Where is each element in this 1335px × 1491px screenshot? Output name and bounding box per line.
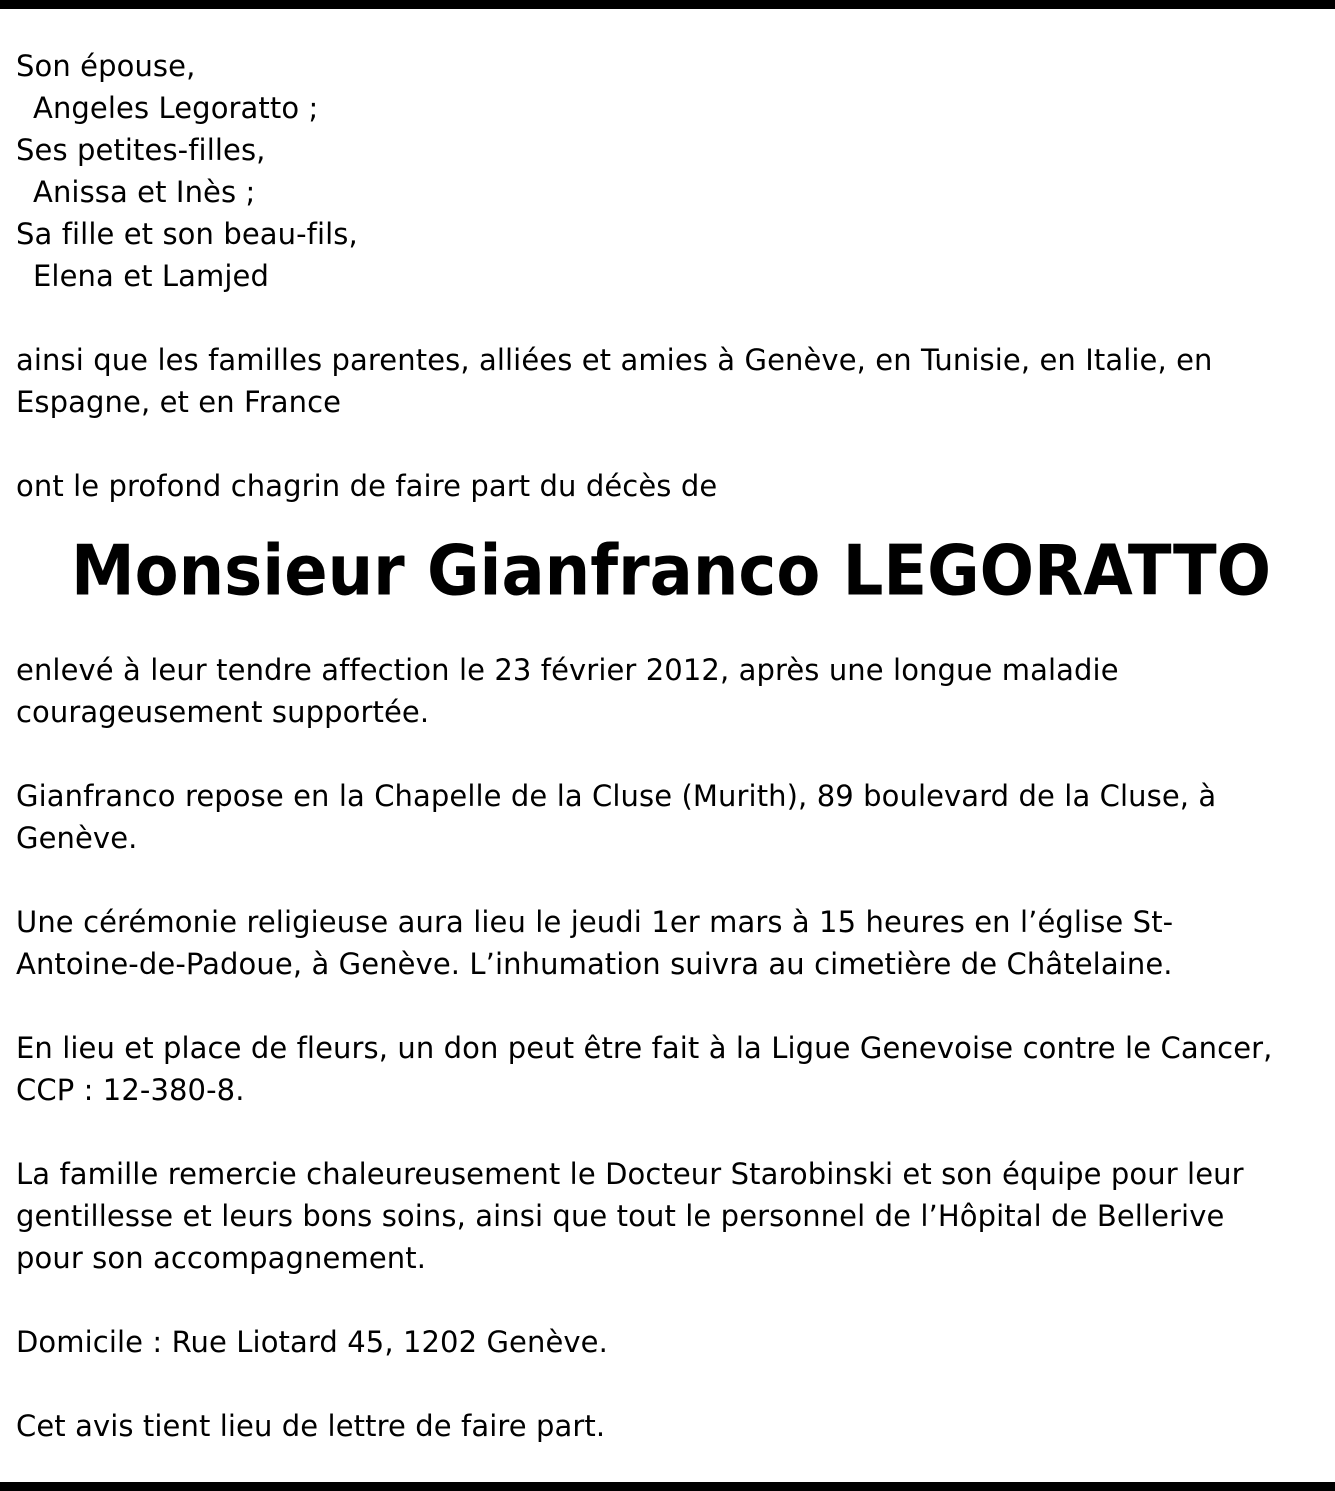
family-names: Angeles Legoratto ;: [33, 91, 319, 125]
paragraph-line: Gianfranco repose en la Chapelle de la Cluse (Murith), 89 boulevard de la Cluse, à: [16, 779, 1217, 813]
family-relation: Son épouse,: [16, 49, 196, 83]
paragraph-thanks: [16, 1153, 1326, 1279]
family-list: [16, 45, 1326, 297]
paragraph-line: gentillesse et leurs bons soins, ainsi que tout le personnel de l’Hôpital de Bellerive: [16, 1199, 1225, 1233]
paragraph-ceremony: [16, 901, 1326, 985]
relatives-line: ainsi que les familles parentes, alliées et amies à Genève, en Tunisie, en Italie, en: [16, 343, 1213, 377]
family-names: Anissa et Inès ;: [33, 175, 256, 209]
top-rule: [0, 0, 1335, 9]
paragraph-resting-place: [16, 775, 1326, 859]
paragraph-line: enlevé à leur tendre affection le 23 février 2012, après une longue maladie: [16, 653, 1119, 687]
obituary-notice: [16, 45, 1326, 1447]
deceased-name: Monsieur Gianfranco LEGORATTO: [70, 532, 1272, 612]
paragraph-line: Une cérémonie religieuse aura lieu le jeudi 1er mars à 15 heures en l’église St-: [16, 905, 1174, 939]
bottom-rule: [0, 1482, 1335, 1491]
paragraph-line: Cet avis tient lieu de lettre de faire part.: [16, 1409, 606, 1443]
announcement-text: ont le profond chagrin de faire part du décès de: [16, 469, 718, 503]
family-names: Elena et Lamjed: [33, 259, 270, 293]
relatives-line: Espagne, et en France: [16, 385, 342, 419]
paragraph-line: Domicile : Rue Liotard 45, 1202 Genève.: [16, 1325, 608, 1359]
family-relation: Ses petites-filles,: [16, 133, 266, 167]
paragraph-line: pour son accompagnement.: [16, 1241, 427, 1275]
paragraph-line: courageusement supportée.: [16, 695, 430, 729]
paragraph-line: CCP : 12-380-8.: [16, 1073, 245, 1107]
paragraph-closing: [16, 1405, 1326, 1447]
paragraph-death-details: [16, 649, 1326, 733]
paragraph-line: Genève.: [16, 821, 138, 855]
family-relation: Sa fille et son beau-fils,: [16, 217, 358, 251]
paragraph-line: En lieu et place de fleurs, un don peut être fait à la Ligue Genevoise contre le Cancer,: [16, 1031, 1273, 1065]
paragraph-address: [16, 1321, 1326, 1363]
paragraph-donation: [16, 1027, 1326, 1111]
paragraph-line: La famille remercie chaleureusement le Docteur Starobinski et son équipe pour leur: [16, 1157, 1244, 1191]
paragraph-line: Antoine-de-Padoue, à Genève. L’inhumation suivra au cimetière de Châtelaine.: [16, 947, 1173, 981]
